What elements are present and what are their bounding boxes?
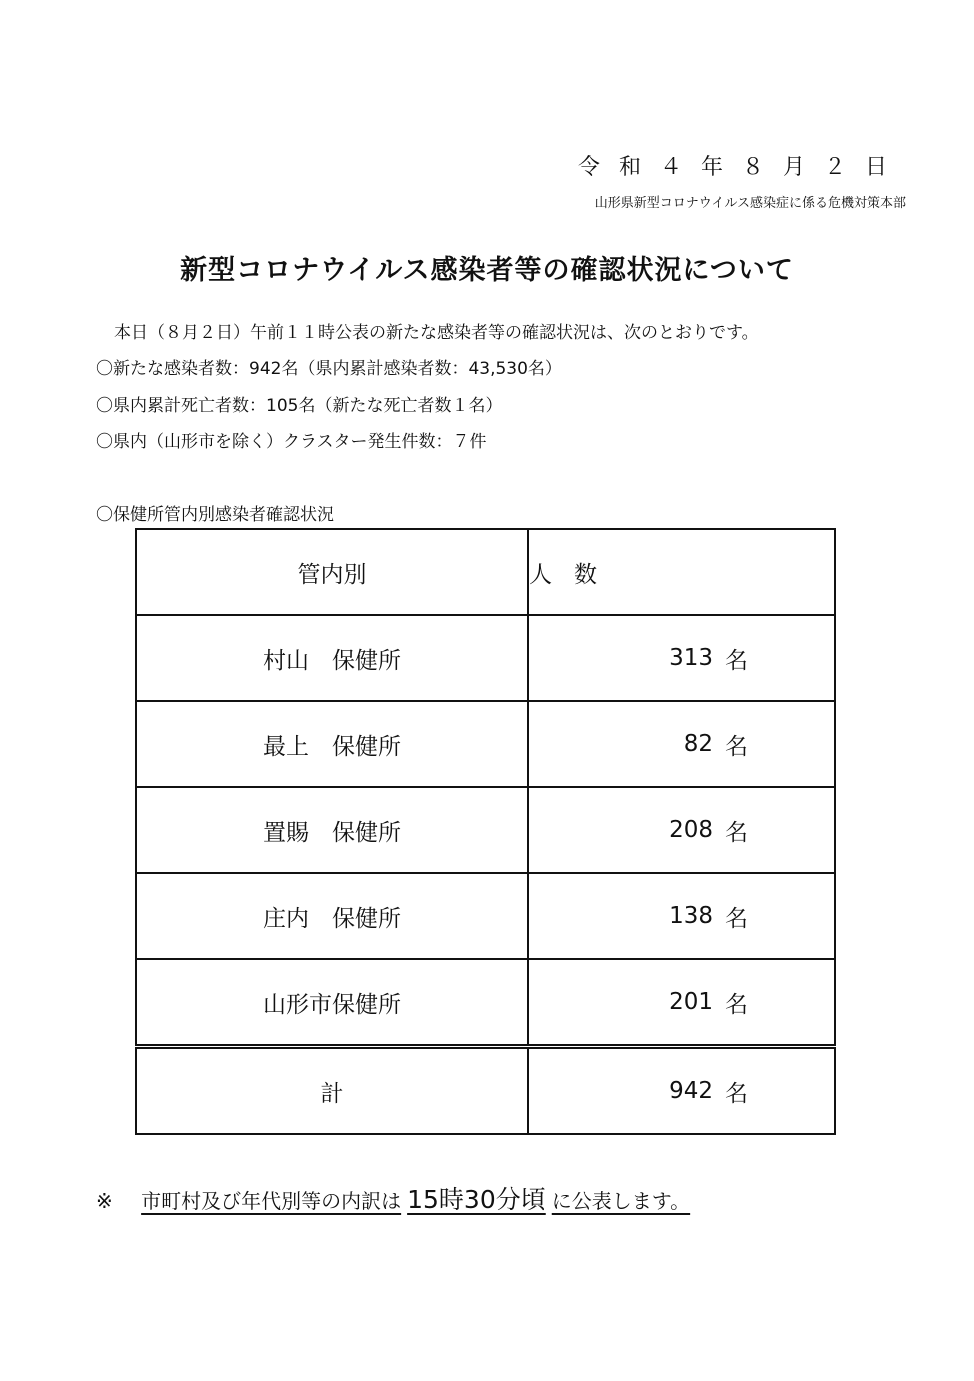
total-label: 計 [136, 1047, 528, 1135]
issuing-organization: 山形県新型コロナウイルス感染症に係る危機対策本部 [594, 196, 906, 211]
clusters-line: 〇県内（山形市を除く）クラスター発生件数：７件 [96, 432, 487, 452]
district-name: 村山 保健所 [136, 615, 528, 701]
district-name: 庄内 保健所 [136, 873, 528, 959]
count-unit: 名 [725, 1080, 748, 1107]
cases-by-health-center-table [135, 528, 836, 1135]
count-unit: 名 [725, 905, 748, 932]
district-name: 置賜 保健所 [136, 787, 528, 873]
footnote-text-before: 市町村及び年代別等の内訳は [141, 1189, 402, 1213]
table-row [136, 787, 835, 873]
district-name: 最上 保健所 [136, 701, 528, 787]
intro-paragraph: 本日（８月２日）午前１１時公表の新たな感染者等の確認状況は、次のとおりです。 [114, 323, 759, 343]
footnote-mark: ※ [96, 1189, 113, 1213]
table-row [136, 959, 835, 1047]
count-unit: 名 [725, 647, 748, 674]
footnote-time: 15時30分頃 [407, 1185, 546, 1214]
table-total-row [136, 1047, 835, 1135]
district-name: 山形市保健所 [136, 959, 528, 1047]
count-unit: 名 [725, 819, 748, 846]
total-count: 942 [669, 1078, 713, 1104]
case-count: 201 [669, 989, 713, 1015]
table-row [136, 615, 835, 701]
document-title: 新型コロナウイルス感染者等の確認状況について [180, 255, 794, 286]
footnote-text [141, 1185, 691, 1214]
case-count: 208 [669, 817, 713, 843]
count-unit: 名 [725, 991, 748, 1018]
header-count: 人数 [528, 529, 835, 615]
table-row [136, 701, 835, 787]
document-date: 令和４年８月２日 [577, 155, 906, 180]
footnote [96, 1180, 690, 1216]
case-count: 138 [669, 903, 713, 929]
new-cases-line: 〇新たな感染者数：942名（県内累計感染者数：43,530名） [96, 359, 562, 379]
case-count: 313 [669, 645, 713, 671]
table-row [136, 873, 835, 959]
table-header-row [136, 529, 835, 615]
footnote-text-after: に公表します。 [551, 1189, 691, 1213]
table-caption: 〇保健所管内別感染者確認状況 [96, 505, 334, 525]
case-count: 82 [683, 731, 713, 757]
count-unit: 名 [725, 733, 748, 760]
header-district: 管内別 [136, 529, 528, 615]
deaths-line: 〇県内累計死亡者数：105名（新たな死亡者数１名） [96, 396, 503, 416]
